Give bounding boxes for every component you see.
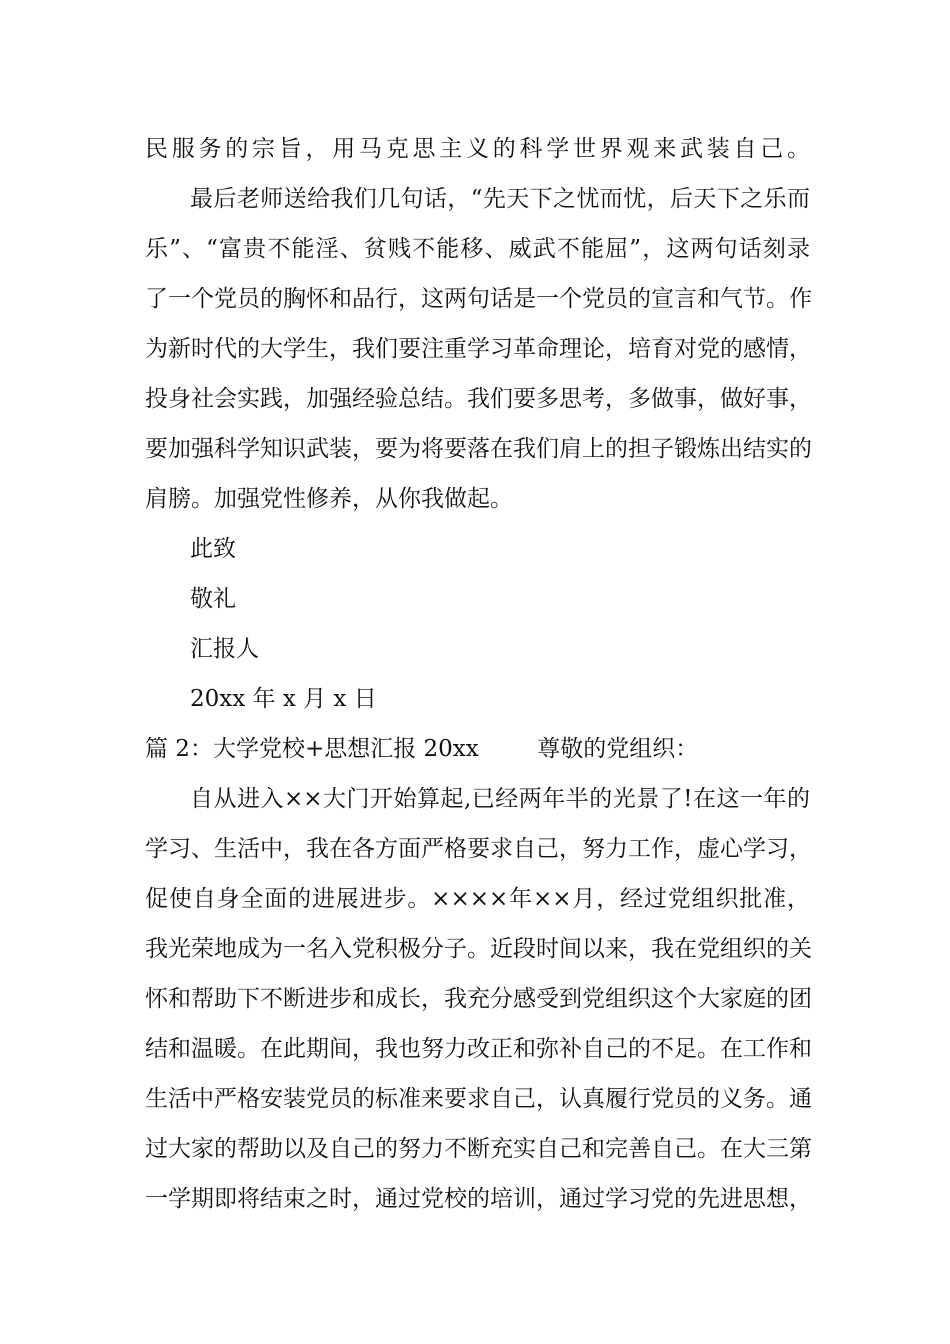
- paragraph-line: 我光荣地成为一名入党积极分子。近段时间以来，我在党组织的关: [145, 936, 812, 962]
- paragraph-line: 最后老师送给我们几句话，“先天下之忧而忧，后天下之乐而: [190, 186, 810, 212]
- paragraph-line: 结和温暖。在此期间，我也努力改正和弥补自己的不足。在工作和: [145, 1036, 812, 1062]
- paragraph-line: 一学期即将结束之时，通过党校的培训，通过学习党的先进思想，: [145, 1186, 812, 1212]
- paragraph-line: 投身社会实践，加强经验总结。我们要多思考，多做事，做好事，: [145, 386, 812, 412]
- closing-salutation: 此致: [190, 536, 236, 562]
- paragraph-line: 生活中严格安装党员的标准来要求自己，认真履行党员的义务。通: [145, 1086, 812, 1112]
- paragraph-line: 促使自身全面的进展进步。××××年××月，经过党组织批准，: [145, 886, 810, 912]
- paragraph-line: 过大家的帮助以及自己的努力不断充实自己和完善自己。在大三第: [145, 1136, 812, 1162]
- closing-regards: 敬礼: [190, 586, 236, 612]
- reporter-label: 汇报人: [190, 636, 259, 662]
- paragraph-line: 学习、生活中，我在各方面严格要求自己，努力工作，虚心学习，: [145, 836, 812, 862]
- section-heading: 篇 2：大学党校+思想汇报 20xx 尊敬的党组织：: [145, 736, 699, 762]
- paragraph-line: 肩膀。加强党性修养，从你我做起。: [145, 486, 513, 512]
- report-date: 20xx 年 x 月 x 日: [190, 686, 377, 712]
- paragraph-line: 了一个党员的胸怀和品行，这两句话是一个党员的宣言和气节。作: [145, 286, 812, 312]
- paragraph-line: 自从进入××大门开始算起,已经两年半的光景了!在这一年的: [190, 786, 810, 812]
- paragraph-line: 要加强科学知识武装，要为将要落在我们肩上的担子锻炼出结实的: [145, 436, 812, 462]
- paragraph-line: 乐”、“富贵不能淫、贫贱不能移、威武不能屈”，这两句话刻录: [145, 236, 810, 262]
- paragraph-line: 民服务的宗旨，用马克思主义的科学世界观来武装自己。: [145, 136, 810, 162]
- paragraph-line: 怀和帮助下不断进步和成长，我充分感受到党组织这个大家庭的团: [145, 986, 812, 1012]
- paragraph-line: 为新时代的大学生，我们要注重学习革命理论，培育对党的感情，: [145, 336, 812, 362]
